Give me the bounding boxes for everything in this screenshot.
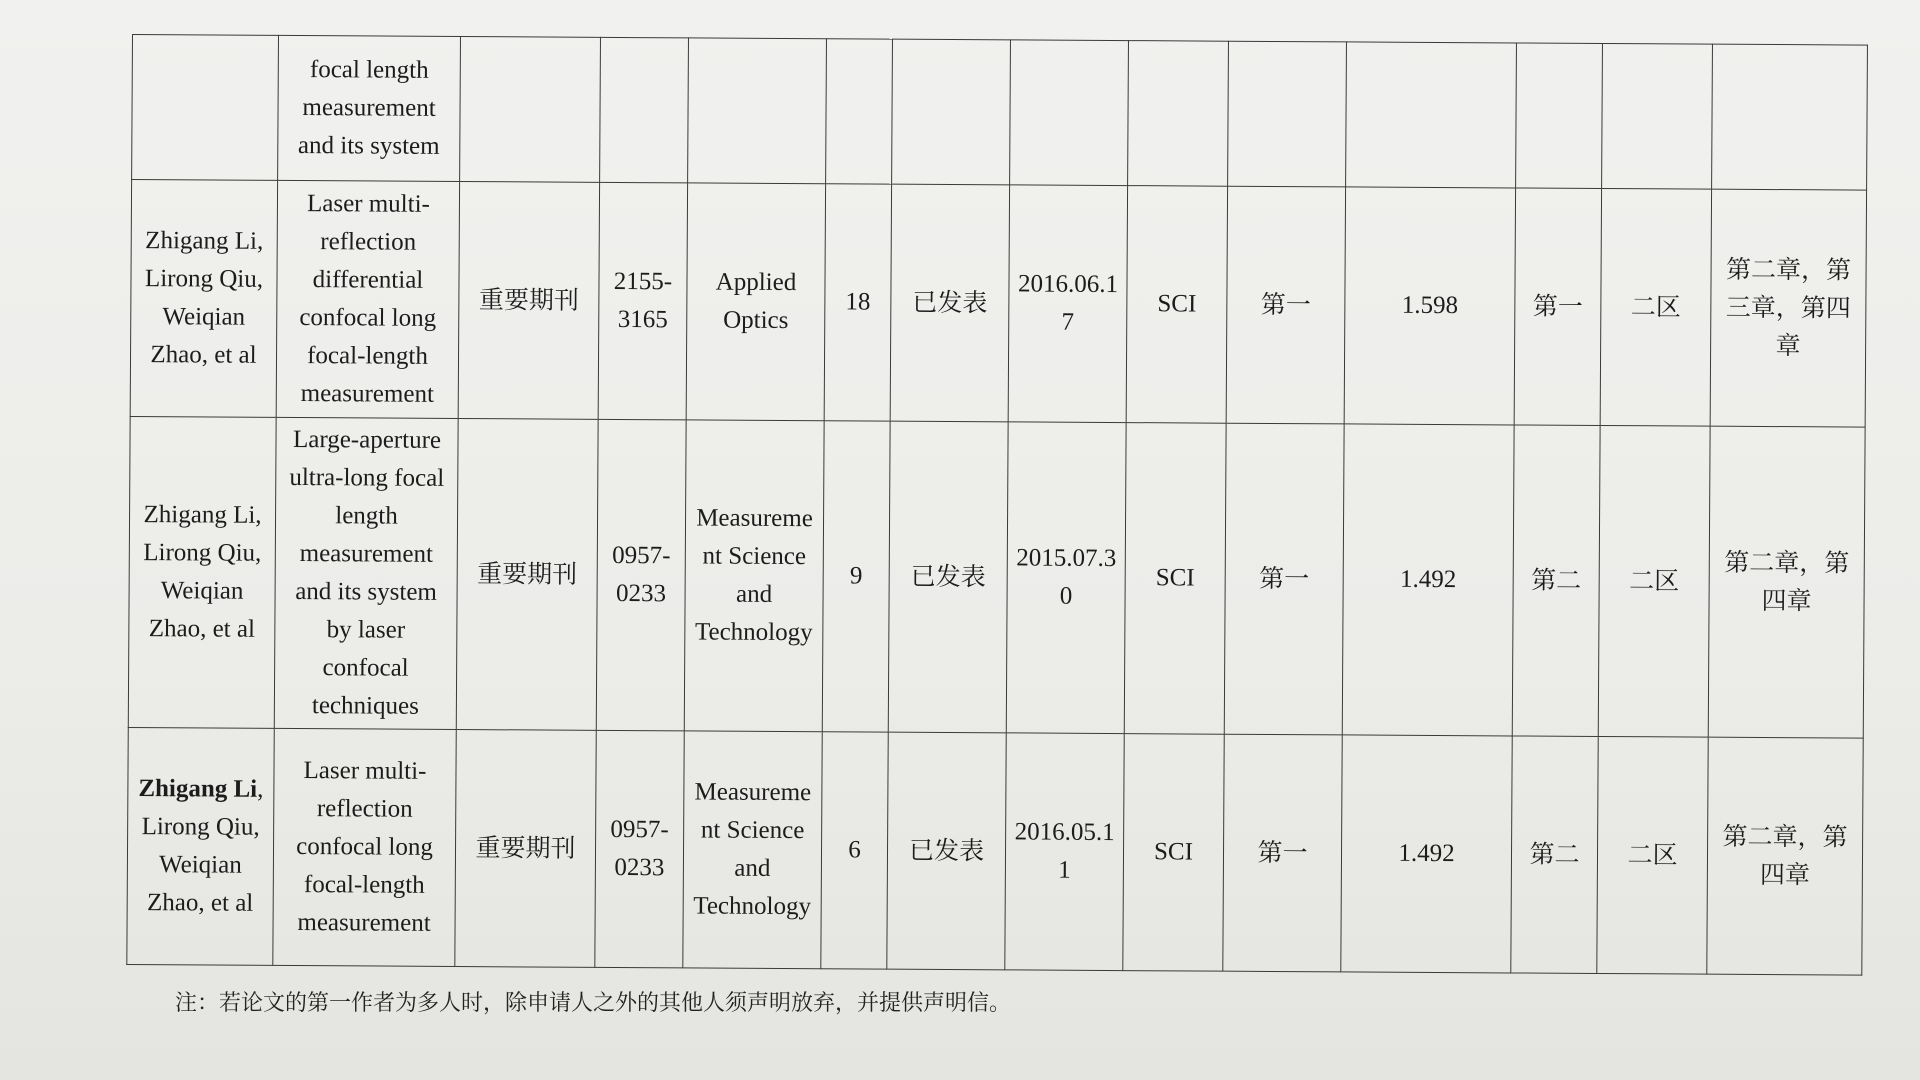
cell-unit-rank: 第一	[1514, 188, 1601, 426]
cell-impact-factor: 1.598	[1344, 187, 1515, 425]
cell-journal-level	[460, 37, 601, 183]
cell-date	[1010, 40, 1129, 186]
cell-date: 2016.06.17	[1008, 185, 1127, 423]
cell-issn: 0957-0233	[596, 419, 686, 731]
cell-chapters: 第二章，第四章	[1707, 737, 1863, 975]
table-row	[130, 180, 1866, 428]
cell-impact-factor: 1.492	[1341, 735, 1512, 973]
cell-impact-factor: 1.492	[1342, 424, 1514, 736]
cell-date: 2015.07.30	[1006, 422, 1126, 734]
cell-journal-level: 重要期刊	[456, 418, 598, 730]
cell-index: SCI	[1124, 423, 1226, 735]
cell-volume: 18	[824, 184, 891, 421]
cell-volume	[826, 39, 893, 184]
cell-title: focal length measurement and its system	[278, 35, 461, 181]
cell-author-rank: 第一	[1226, 186, 1345, 424]
cell-authors: Zhigang Li, Lirong Qiu, Weiqian Zhao, et al	[130, 180, 277, 418]
cell-journal: Measurement Science and Technology	[684, 420, 824, 732]
cell-unit-rank: 第二	[1511, 736, 1598, 974]
cell-volume: 9	[822, 421, 890, 732]
cell-date: 2016.05.11	[1005, 733, 1124, 971]
cell-journal-level: 重要期刊	[458, 182, 599, 420]
cell-journal	[688, 38, 827, 184]
footnote: 注：若论文的第一作者为多人时，除申请人之外的其他人须声明放弃，并提供声明信。	[175, 991, 1012, 1016]
cell-chapters	[1712, 44, 1868, 190]
cell-author-rank	[1228, 41, 1347, 187]
cell-status	[892, 39, 1011, 185]
cell-status: 已发表	[887, 732, 1006, 970]
cell-title: Laser multi-reflection confocal long focal-length measurement	[273, 728, 456, 966]
publication-table	[126, 34, 1868, 976]
cell-unit-rank	[1516, 43, 1603, 189]
cell-zone: 二区	[1598, 425, 1710, 737]
cell-authors	[127, 727, 274, 965]
cell-chapters: 第二章，第四章	[1708, 426, 1865, 738]
cell-author-rank: 第一	[1223, 734, 1342, 972]
cell-authors: Zhigang Li, Lirong Qiu, Weiqian Zhao, et al	[128, 416, 276, 728]
cell-journal-level: 重要期刊	[455, 729, 596, 967]
cell-index	[1128, 41, 1229, 187]
cell-chapters: 第二章，第三章，第四章	[1710, 189, 1866, 427]
cell-zone: 二区	[1600, 188, 1711, 426]
cell-status: 已发表	[890, 184, 1009, 422]
cell-issn: 0957-0233	[595, 730, 684, 968]
cell-volume: 6	[821, 732, 888, 969]
cell-unit-rank: 第二	[1512, 425, 1600, 737]
cell-title: Laser multi-reflection differential confocal long focal-length measurement	[276, 180, 459, 418]
cell-zone	[1602, 43, 1713, 189]
coauthor-names: , Lirong Qiu, Weiqian Zhao, et al	[141, 775, 264, 917]
cell-impact-factor	[1346, 42, 1517, 188]
table-row-fragment	[132, 35, 1868, 191]
applicant-name: Zhigang Li	[138, 775, 258, 803]
cell-journal: Applied Optics	[686, 183, 825, 421]
cell-journal: Measurement Science and Technology	[683, 731, 822, 969]
cell-index: SCI	[1126, 186, 1227, 424]
cell-author-rank: 第一	[1224, 423, 1344, 735]
cell-index: SCI	[1123, 734, 1224, 972]
table-row	[128, 416, 1865, 738]
cell-title: Large-aperture ultra-long focal length measurement and its system by laser confocal techniques	[274, 417, 458, 729]
cell-zone: 二区	[1597, 736, 1708, 974]
cell-issn: 2155-3165	[598, 182, 687, 420]
cell-status: 已发表	[888, 421, 1008, 733]
table-row	[127, 727, 1863, 975]
cell-authors	[132, 35, 279, 181]
cell-issn	[600, 37, 689, 183]
